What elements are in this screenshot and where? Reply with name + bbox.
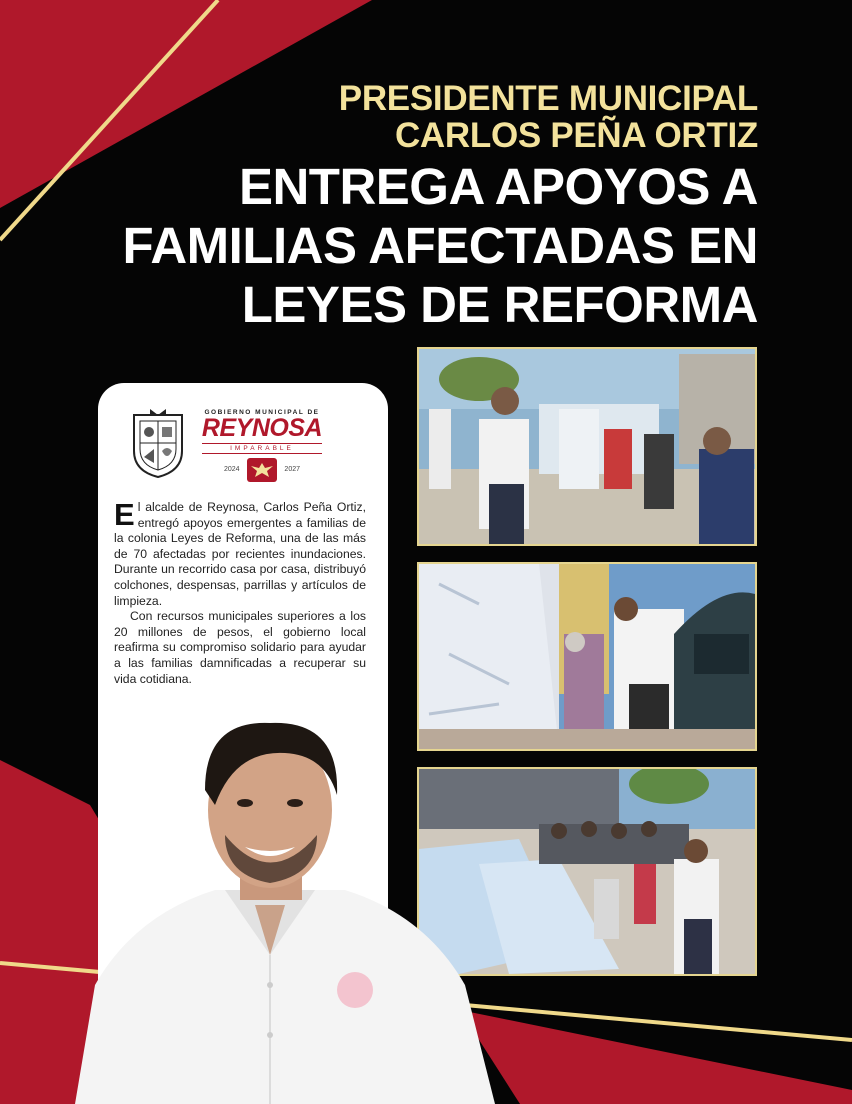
coat-of-arms-icon: [130, 407, 186, 479]
title-line-2: FAMILIAS AFECTADAS EN: [122, 217, 758, 274]
title-line-1: ENTREGA APOYOS A: [238, 158, 758, 215]
article-body: [114, 497, 366, 687]
year-end: 2027: [284, 466, 300, 473]
reynosa-logo: [130, 407, 330, 485]
paragraph-1-text: l alcalde de Reynosa, Carlos Peña Ortiz, entregó apoyos emergentes a familias de la colonia Leyes de Reforma, una de las más de 70 afectadas por recientes inundaciones. Durante un recorrido casa por casa, distribuyó colchones, despensas, parrillas y artículos de limpieza.: [114, 500, 366, 608]
paragraph-1: [114, 497, 366, 609]
pin-badge-icon: [337, 972, 373, 1008]
headline: [58, 80, 758, 334]
photo-1: [417, 347, 757, 546]
drop-cap: E: [114, 497, 135, 532]
mayor-portrait: [55, 715, 505, 1104]
term-years: [194, 458, 330, 482]
kicker-line-2: CARLOS PEÑA ORTIZ: [394, 116, 758, 155]
title-line-3: LEYES DE REFORMA: [241, 276, 758, 333]
eagle-emblem-icon: [247, 458, 277, 482]
logo-text: [194, 409, 330, 482]
year-start: 2024: [224, 466, 240, 473]
paragraph-2: Con recursos municipales superiores a los 20 millones de pesos, el gobierno local reafirma su compromiso solidario para ayudar a las familias damnificadas a recuperar su vida cotidiana.: [114, 609, 366, 686]
government-label: GOBIERNO MUNICIPAL DE: [204, 409, 320, 416]
kicker-line-1: PRESIDENTE MUNICIPAL: [338, 79, 758, 118]
slogan: IMPARABLE: [202, 443, 322, 454]
title: [58, 157, 758, 334]
city-name: REYNOSA: [201, 414, 323, 442]
photo-1-image: [419, 349, 755, 544]
